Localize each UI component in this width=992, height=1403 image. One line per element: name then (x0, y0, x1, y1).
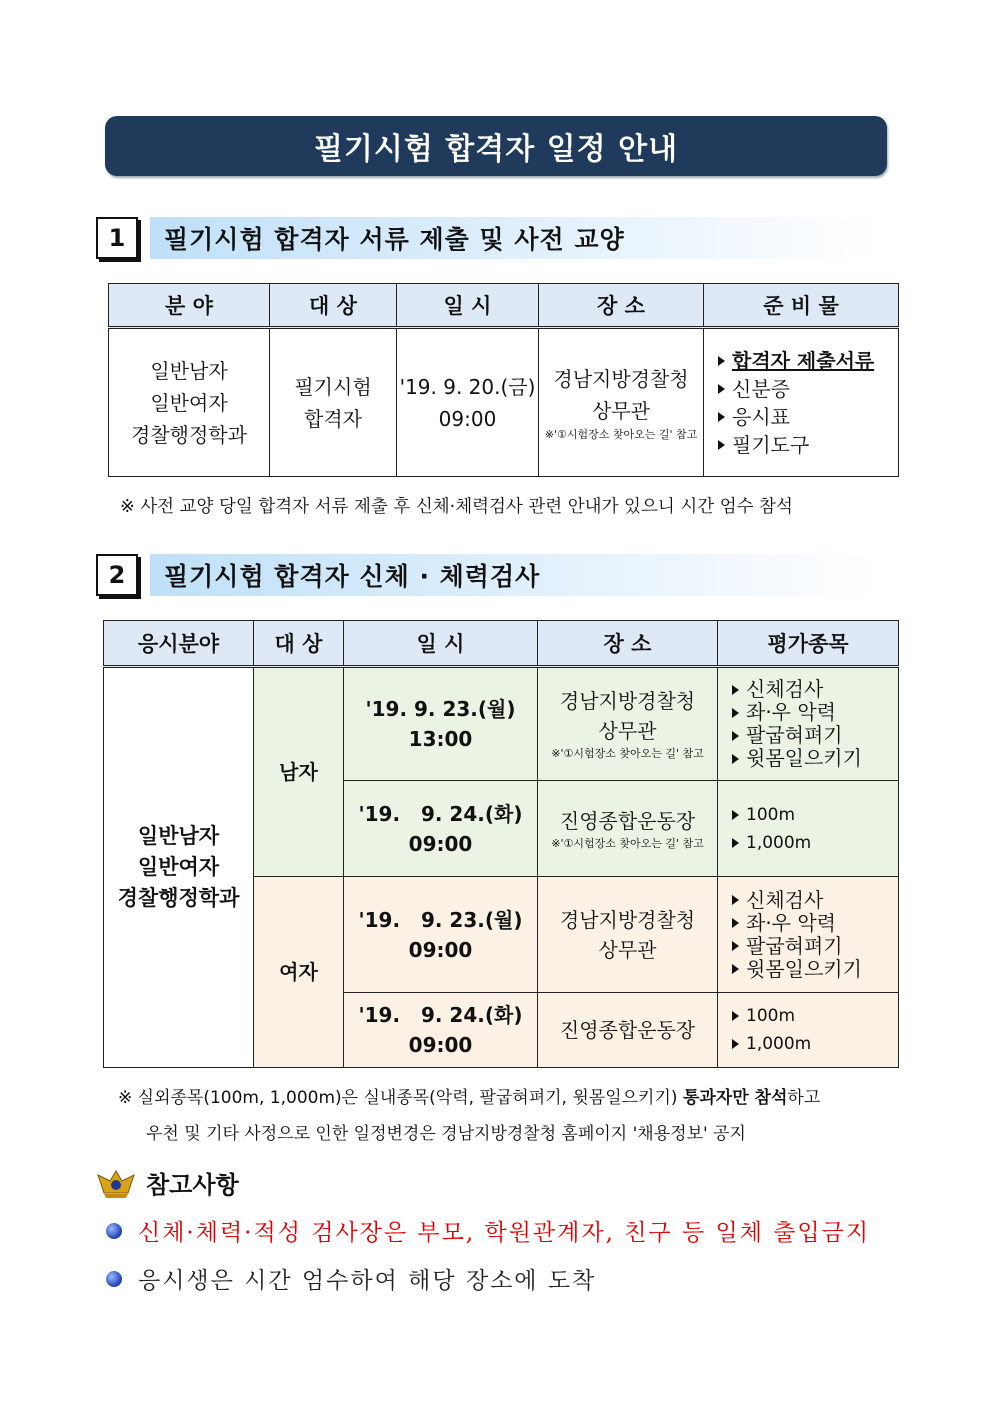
item-admission-ticket: 응시표 (718, 403, 898, 431)
items-cell (704, 328, 899, 477)
header-field: 분 야 (109, 284, 270, 328)
bullet-dot-icon (106, 1223, 122, 1239)
header-field: 응시분야 (104, 621, 254, 667)
section-2-number: 2 (96, 554, 138, 596)
female-row1-place: 경남지방경찰청 상무관 (538, 877, 718, 993)
header-place: 장 소 (539, 284, 704, 328)
female-label: 여자 (254, 877, 344, 1068)
header-target: 대 상 (270, 284, 397, 328)
male-row2-events: 100m 1,000m (718, 781, 899, 877)
page-title: 필기시험 합격자 일정 안내 (105, 116, 887, 176)
section-1-number: 1 (96, 217, 138, 259)
section-1-header (96, 217, 896, 259)
male-row1-datetime: '19. 9. 23.(월) 13:00 (344, 667, 538, 781)
field-cell: 일반남자 일반여자 경찰행정학과 (104, 667, 254, 1068)
reference-item-2: 응시생은 시간 엄수하여 해당 장소에 도착 (106, 1262, 596, 1295)
place-cell: 경남지방경찰청 상무관 ※'①시험장소 찾아오는 길' 참고 (539, 328, 704, 477)
datetime-cell: '19. 9. 20.(금) 09:00 (397, 328, 539, 477)
header-place: 장 소 (538, 621, 718, 667)
male-row2-place: 진영종합운동장 ※'①시험장소 찾아오는 길' 참고 (538, 781, 718, 877)
physical-test-table (103, 620, 899, 1068)
section-2-header (96, 554, 896, 596)
header-datetime: 일 시 (397, 284, 539, 328)
female-row2-events: 100m 1,000m (718, 993, 899, 1068)
place-note: ※'①시험장소 찾아오는 길' 참고 (544, 427, 698, 441)
item-required-documents: 합격자 제출서류 (718, 347, 898, 375)
bullet-dot-icon (106, 1271, 122, 1287)
reference-title: 참고사항 (146, 1171, 239, 1199)
reference-heading (96, 1165, 239, 1200)
field-cell: 일반남자 일반여자 경찰행정학과 (109, 328, 270, 477)
item-id-card: 신분증 (718, 375, 898, 403)
female-row1-datetime: '19. 9. 23.(월) 09:00 (344, 877, 538, 993)
item-writing-tools: 필기도구 (718, 431, 898, 459)
female-row2-place: 진영종합운동장 (538, 993, 718, 1068)
female-row2-datetime: '19. 9. 24.(화) 09:00 (344, 993, 538, 1068)
header-events: 평가종목 (718, 621, 899, 667)
target-cell: 필기시험 합격자 (270, 328, 397, 477)
male-row1-events: 신체검사 좌·우 악력 팔굽혀펴기 윗몸일으키기 (718, 667, 899, 781)
male-row1-place: 경남지방경찰청 상무관 ※'①시험장소 찾아오는 길' 참고 (538, 667, 718, 781)
header-items: 준 비 물 (704, 284, 899, 328)
section-1-note: ※ 사전 교양 당일 합격자 서류 제출 후 신체·체력검사 관련 안내가 있으니 시간 엄수 참석 (120, 497, 793, 517)
section-2-note-2: 우천 및 기타 사정으로 인한 일정변경은 경남지방경찰청 홈페이지 '채용정보' 공지 (146, 1124, 746, 1144)
male-label: 남자 (254, 667, 344, 877)
header-datetime: 일 시 (344, 621, 538, 667)
document-schedule-table (108, 283, 899, 477)
section-2-note-1: ※ 실외종목(100m, 1,000m)은 실내종목(악력, 팔굽혀펴기, 윗몸일으키기) 통과자만 참석하고 (118, 1088, 821, 1108)
reference-item-1: 신체·체력·적성 검사장은 부모, 학원관계자, 친구 등 일체 출입금지 (106, 1214, 870, 1247)
female-row1-events: 신체검사 좌·우 악력 팔굽혀펴기 윗몸일으키기 (718, 877, 899, 993)
section-2-title: 필기시험 합격자 신체 · 체력검사 (150, 554, 880, 596)
male-row2-datetime: '19. 9. 24.(화) 09:00 (344, 781, 538, 877)
header-target: 대 상 (254, 621, 344, 667)
police-emblem-icon (96, 1167, 136, 1199)
section-1-title: 필기시험 합격자 서류 제출 및 사전 교양 (150, 217, 880, 259)
